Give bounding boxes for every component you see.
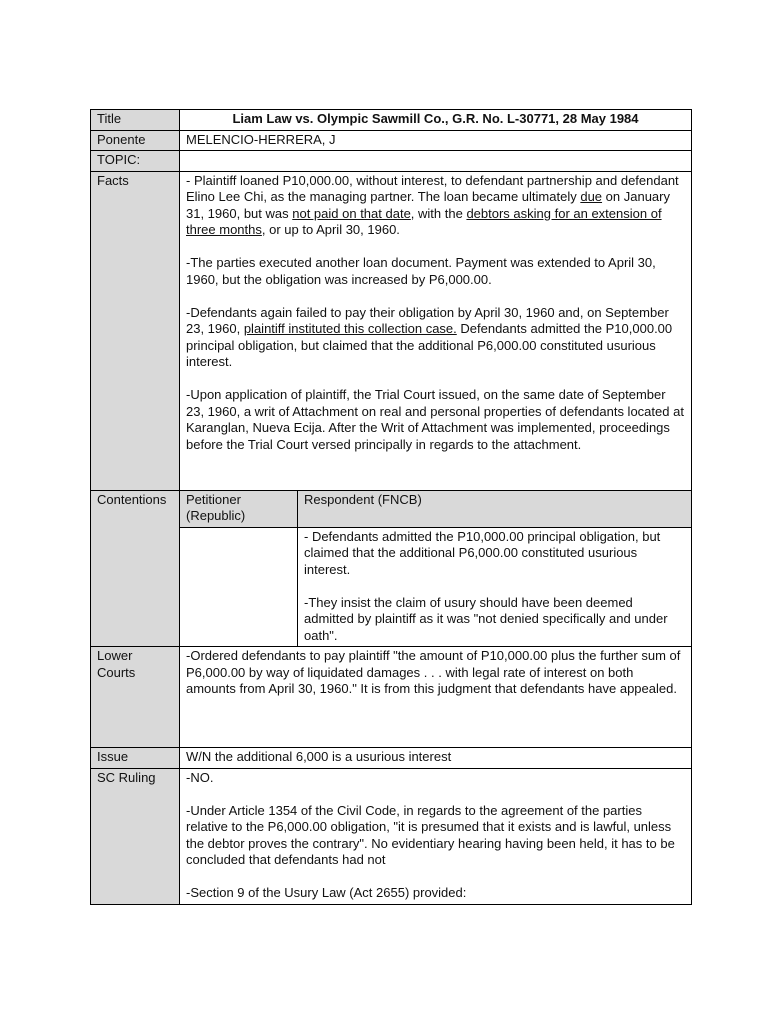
- respondent-contention: [298, 527, 692, 646]
- contentions-header-row: [180, 491, 691, 528]
- lower-courts-value: -Ordered defendants to pay plaintiff "the amount of P10,000.00 plus the further sum of P6,000.00 by way of liquidated damages . . . with legal rate of interest on both amounts from April 30, 1960." It is from this judgment that defendants have appealed.: [180, 647, 692, 748]
- text-span: , with the: [410, 205, 467, 221]
- text-span: Defendants admitted the P10,000.00 principal obligation, but claimed that the additional P6,000.00 constituted usurious interest.: [186, 321, 673, 369]
- lower-courts-row: [91, 647, 692, 748]
- respondent-header: Respondent (FNCB): [298, 491, 692, 528]
- case-title: Liam Law vs. Olympic Sawmill Co., G.R. No. L-30771, 28 May 1984: [180, 110, 692, 131]
- sc-ruling-value: [180, 768, 692, 904]
- contentions-value: [180, 490, 692, 647]
- contentions-table: [180, 491, 691, 647]
- text-span: - Plaintiff loaned P10,000.00, without interest, to defendant partnership and defendant Elino Lee Chi, as the managing partner. The loan became ultimately: [186, 172, 679, 204]
- ruling-paragraph-3: -Section 9 of the Usury Law (Act 2655) provided:: [186, 885, 467, 900]
- issue-row: [91, 748, 692, 769]
- issue-value: W/N the additional 6,000 is a usurious interest: [180, 748, 692, 769]
- underlined-text: due: [580, 189, 603, 204]
- lower-courts-label: [91, 647, 180, 748]
- underlined-text: plaintiff instituted this collection case.: [243, 321, 457, 336]
- ruling-paragraph-2: -Under Article 1354 of the Civil Code, in regards to the agreement of the parties relative to the P6,000.00 obligation, "it is presumed that it exists and is lawful, unless the debtor proves the contrary". No evidentiary hearing having been held, it has to be concluded that defendants had not: [186, 802, 675, 867]
- ruling-paragraph-1: -NO.: [186, 769, 214, 785]
- text-span: -Defendants again failed to pay their obligation by April 30, 1960 and, on September 23, 1960,: [186, 304, 669, 336]
- facts-paragraph-3: [186, 305, 685, 371]
- case-digest-table: [90, 109, 692, 905]
- facts-row: [91, 171, 692, 490]
- contentions-body-row: [180, 527, 691, 646]
- text-span: , or up to April 30, 1960.: [261, 222, 400, 237]
- underlined-text: not paid on that date: [292, 205, 411, 221]
- topic-label: TOPIC:: [91, 151, 180, 172]
- facts-paragraph-2: -The parties executed another loan document. Payment was extended to April 30, 1960, but the obligation was increased by P6,000.00.: [186, 255, 656, 287]
- text-span: on January 31, 1960, but was: [186, 189, 670, 221]
- respondent-paragraph-2: -They insist the claim of usury should have been deemed admitted by plaintiff as it was "not denied specifically and under oath".: [304, 594, 668, 643]
- respondent-paragraph-1: - Defendants admitted the P10,000.00 principal obligation, but claimed that the additional P6,000.00 constituted usurious interest.: [304, 528, 661, 577]
- sc-ruling-label: SC Ruling: [91, 768, 180, 904]
- label-line: Lower: [97, 648, 133, 663]
- contentions-row: [91, 490, 692, 647]
- facts-paragraph-1: [186, 173, 685, 239]
- topic-row: [91, 151, 692, 172]
- petitioner-contention: [180, 527, 298, 646]
- facts-paragraph-4: -Upon application of plaintiff, the Trial Court issued, on the same date of September 23, 1960, a writ of Attachment on real and personal properties of defendants located at Karanglan, Nueva Ecija. After the Writ of Attachment was implemented, proceedings before the Trial Court versed principally in regards to the attachment.: [186, 387, 684, 452]
- topic-value: [180, 151, 692, 172]
- ponente-label: Ponente: [91, 130, 180, 151]
- sc-ruling-row: [91, 768, 692, 904]
- petitioner-header: Petitioner (Republic): [180, 491, 298, 528]
- underlined-text: debtors asking for an extension of three months: [186, 205, 662, 237]
- ponente-row: [91, 130, 692, 151]
- label-line: Courts: [97, 664, 136, 680]
- facts-label: Facts: [91, 171, 180, 490]
- issue-label: Issue: [91, 748, 180, 769]
- contentions-label: Contentions: [91, 490, 180, 647]
- ponente-value: MELENCIO-HERRERA, J: [180, 130, 692, 151]
- facts-value: [180, 171, 692, 490]
- title-label: Title: [91, 110, 180, 131]
- title-row: [91, 110, 692, 131]
